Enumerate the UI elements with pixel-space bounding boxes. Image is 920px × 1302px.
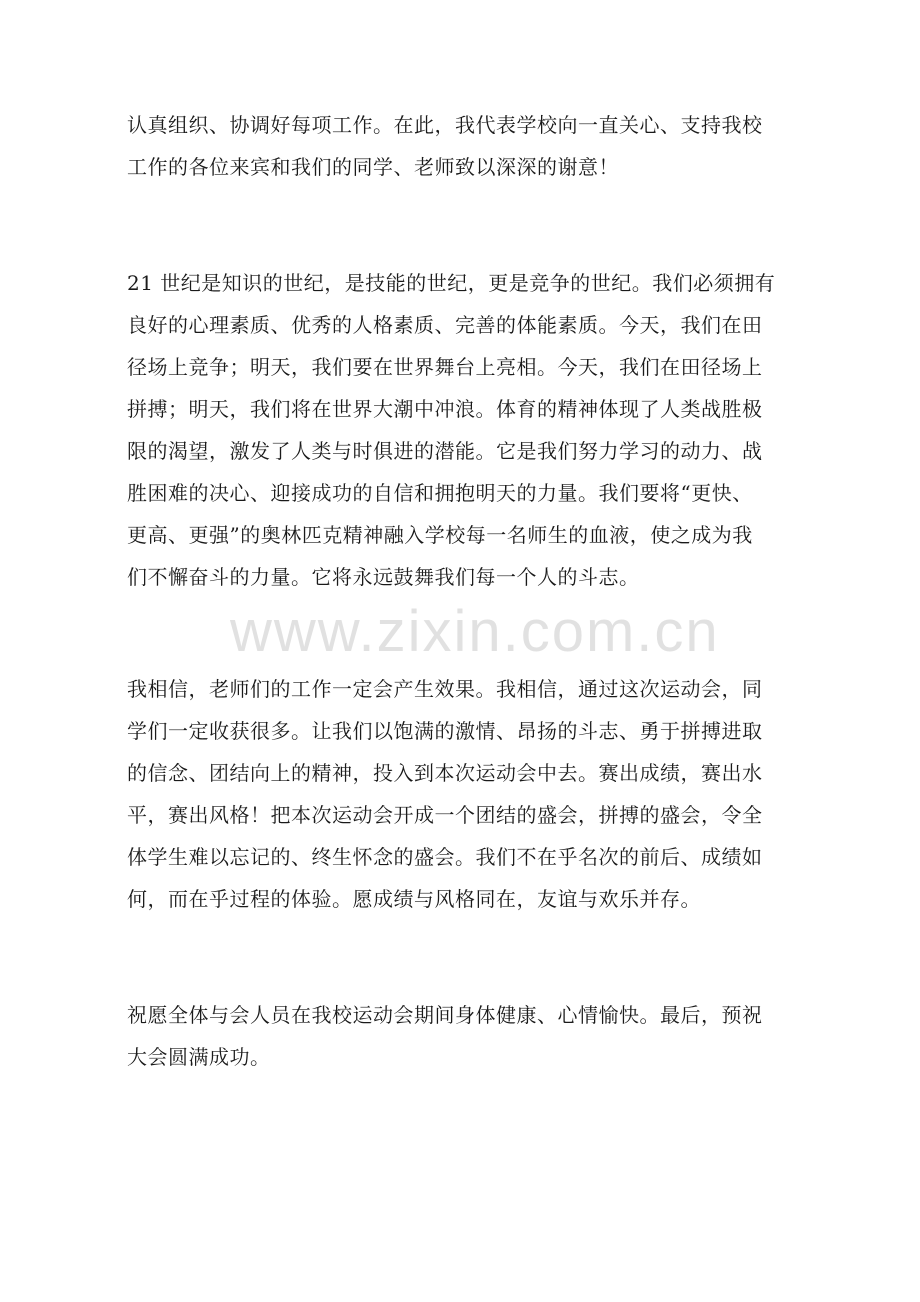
text-line: 工作的各位来宾和我们的同学、老师致以深深的谢意！ xyxy=(127,155,619,179)
text-line: 学们一定收获很多。让我们以饱满的激情、昂扬的斗志、勇于拼搏进取 xyxy=(127,719,763,743)
paragraph-3 xyxy=(127,668,807,920)
paragraph-1 xyxy=(127,104,807,188)
paragraph-spacer xyxy=(127,920,807,994)
text-line: 拼搏；明天，我们将在世界大潮中冲浪。体育的精神体现了人类战胜极 xyxy=(127,397,763,421)
text-line: 平，赛出风格！把本次运动会开成一个团结的盛会，拼搏的盛会，令全 xyxy=(127,803,763,827)
text-line: 径场上竞争；明天，我们要在世界舞台上亮相。今天，我们在田径场上 xyxy=(127,355,763,379)
text-line: 大会圆满成功。 xyxy=(127,1045,271,1069)
document-body xyxy=(127,104,807,1078)
text-line: 的信念、团结向上的精神，投入到本次运动会中去。赛出成绩，赛出水 xyxy=(127,761,763,785)
text-line: 21 世纪是知识的世纪，是技能的世纪，更是竞争的世纪。我们必须拥有 xyxy=(127,271,776,295)
paragraph-4 xyxy=(127,994,807,1078)
text-line: 更高、更强”的奥林匹克精神融入学校每一名师生的血液，使之成为我 xyxy=(127,523,753,547)
paragraph-spacer xyxy=(127,598,807,668)
text-line: 认真组织、协调好每项工作。在此，我代表学校向一直关心、支持我校 xyxy=(127,113,763,137)
text-line: 限的渴望，激发了人类与时俱进的潜能。它是我们努力学习的动力、战 xyxy=(127,439,763,463)
text-line: 良好的心理素质、优秀的人格素质、完善的体能素质。今天，我们在田 xyxy=(127,313,763,337)
text-line: 体学生难以忘记的、终生怀念的盛会。我们不在乎名次的前后、成绩如 xyxy=(127,845,763,869)
text-line: 我相信，老师们的工作一定会产生效果。我相信，通过这次运动会，同 xyxy=(127,677,763,701)
text-line: 胜困难的决心、迎接成功的自信和拥抱明天的力量。我们要将“更快、 xyxy=(127,481,753,505)
watermark-text: www.zixin.com.cn xyxy=(230,599,720,664)
paragraph-spacer xyxy=(127,188,807,262)
text-line: 祝愿全体与会人员在我校运动会期间身体健康、心情愉快。最后，预祝 xyxy=(127,1003,763,1027)
text-line: 何，而在乎过程的体验。愿成绩与风格同在，友谊与欢乐并存。 xyxy=(127,887,701,911)
paragraph-2 xyxy=(127,262,807,598)
text-line: 们不懈奋斗的力量。它将永远鼓舞我们每一个人的斗志。 xyxy=(127,565,640,589)
